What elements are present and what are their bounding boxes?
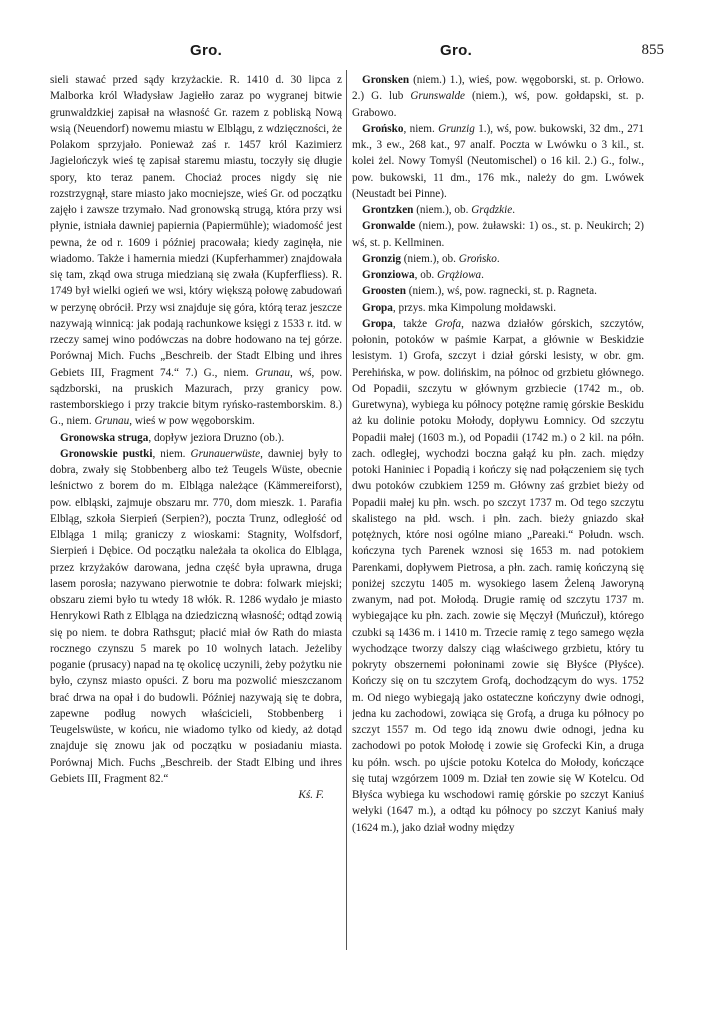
dictionary-entry (352, 121, 644, 202)
entry-body: , dopływ jeziora Druzno (ob.). (148, 431, 285, 444)
entry-body: , także (392, 317, 435, 330)
body-text: sieli stawać przed sądy krzyżackie. R. 1410 d. 30 lipca z Malborka król Władysław Jagiełło zaraz po wygranej bitwie grunwaldzkiej zapisał na własność Gr. razem z pobliską Nową wsią (Neuendorf) nowemu miastu w Elblągu, z wdzięczności, że Polakom sprzyjało. Ponieważ zaś r. 1457 król Kazimierz Jagielończyk wieś tę zapisał staremu miastu, toczyły się długie spory, kto teraz panem. Chociaż proces nigdy się nie rozstrzygnął, stare miasto jako mocniejsze, wieś Gr. od początku zajęło i zawsze trzymało. Nad gronowską strugą, która przy wsi płynie, istniała dawniej papiernia (Papiermühle); wiadomość jest pewna, że od r. 1609 i później pracowała; kiedy zaginęła, nie wiadomo. Także i hamernia miedzi (Kupferhammer) znajdowała się tam, zkąd owa struga miedzianą się zwała (Kupferfliess). R. 1749 był wielki ogień we wsi, który większą połowę zabudowań w perzynę obrócił. Przy wsi znajduje się góra, którą teraz jeszcze nazywają winnicą: jak podają rachunkowe księgi z 1533 r. itd. w rzeczy samej wino podówczas na dobre hodowano na tej górze. Porównaj Mich. Fuchs „Beschreib. der Stadt Elbing und ihres Gebiets III, Fragment 74.“ 7.) G., niem. (50, 74, 342, 379)
entry-headword: Gronziowa (362, 269, 415, 281)
entry-headword: Groosten (362, 285, 406, 298)
column-divider (346, 70, 347, 950)
entry-body: (niem.), pow. żuławski: 1) os., st. p. Neukirch; 2) wś, st. p. Kellminen. (352, 220, 644, 249)
entry-body: . (512, 204, 515, 216)
dictionary-entry (352, 218, 644, 251)
entry-body: , niem. (152, 447, 191, 460)
entry-body: (niem.), wś, pow. gołdapski, st. p. Grabowo. (352, 90, 644, 119)
entry-italic-term: Grunzig (438, 122, 475, 135)
header-left-word: Gro. (190, 42, 223, 59)
entry-headword: Gronwalde (362, 220, 416, 233)
dictionary-entry (352, 316, 644, 836)
entry-headword: Gropa (362, 301, 393, 314)
entry-body: (niem.) 1.), wieś, pow. węgoborski, st. p. Orłowo. 2.) G. lub (352, 74, 644, 103)
continuation-paragraph (50, 72, 342, 430)
entry-italic-term: Grążiowa (437, 269, 482, 281)
left-column (50, 72, 342, 952)
dictionary-entry (50, 430, 342, 446)
page-header (58, 42, 676, 66)
dictionary-entry (352, 251, 644, 267)
entry-body: 1.), wś, pow. bukowski, 32 dm., 271 mk., 3 ew., 268 kat., 97 analf. Poczta w Lwówku o 3 kil., st. kolei żel. Nowy Tomyśl (Neutomischel) o 16 kil. 2.) G., folw., pow. bukowski, 11 dm., 176 mk., należy do gm. Lwówek (Neustadt bei Pinne). (352, 122, 644, 200)
entry-headword: Gronowskie pustki (60, 447, 153, 460)
entry-headword: Grontzken (362, 204, 414, 216)
entry-headword: Gronsken (362, 74, 410, 86)
header-center-word: Gro. (440, 42, 473, 59)
entry-body: (niem.), ob. (413, 204, 472, 216)
entry-italic-term: Grądzkie (471, 204, 513, 216)
entry-headword: Gronzig (362, 252, 401, 265)
dictionary-entry (352, 72, 644, 121)
body-text: , wieś w pow węgoborskim. (129, 415, 255, 428)
entry-body: , nazwa działów górskich, szczytów, połonin, potoków w paśmie Karpat, a głównie w Beskidzie lesistym. 1) Grofa, szczyt i dział górski lesisty, w obr. gm. Perehińska, w pow. dolińskim, na północ od grzbietu głównego. Od Popadii, szczytu w głównym grzbiecie (1742 m., ob. Guretwyna), wybiega ku północy potężne ramię górskie Beskidu aż ku dolinie potoku Mołody, dopływu Łomnicy. Od szczytu Popadii małej (1603 m.), od Popadii (1742 m.) o 2 kil. na półn. zach. odległej, wychodzi boczna gałąź ku płn. zach. między potoki Haniniec i Popadią i kończy się nad połączeniem się tych dwu potoków czubkiem 1259 m. Główny zaś grzbiet bieży od Popadii małej ku płn. wsch. po szczyt 1737 m. Od tego szczytu skalistego na płd. wsch. i płn. zach. bieży gniazdo skał potężnych, które nosi ogólne miano „Pareaki.“ Połudn. wsch. kończyna tych Parenek wznosi się 1653 m. nad potokiem Parenkami, dopływem Pietrosa, a płn. zach. ramię kończyną się poniżej szczytu 1405 m. wysokiego lasem Żeleną Jaworyną zwanym, nad pot. Mołodą. Drugie ramię od szczytu 1737 m. wybiegające ku płn. zach. zowie się Męczył (Muńczuł), którego czubki są 1436 m. i 1410 m. Trzecie ramię z tego samego węzła wychodzące tworzy dalszy ciąg właściwego grzbietu, który tu pokryty obszernemi połoninami zowie się Błyśce (Płyśce). Kończy się on tu szczytem Grofą, dochodzącym do wys. 1752 m. Od niego wybiegają jako ostateczne kończyny dwie odnogi, jedna ku zachodowi, zowiąca się Grofą, a druga ku północy po szczyt 1557 m. Od tego idą znowu dwie odnogi, jedna ku zachodowi po potok Mołodę i zowie się Grofecki Kin, a druga ku półn. wsch. po ujście potoku Kotelca do Mołody, kończące się tutaj wzgórzem 1009 m. Dział ten zowie się W Kotelcu. Od Błyśca wybiega ku wschodowi ramię górskie po szczyt Kaniuś wełyki (1647 m.), a odtąd ku północy po szczyt Kaniuś mały (1624 m.), jako dział wodny między (352, 317, 644, 834)
entry-italic-term: Grunauerwüste (190, 447, 261, 460)
entry-headword: Gronowska struga (60, 431, 149, 444)
entry-headword: Gropa (362, 317, 393, 330)
dictionary-entry (352, 202, 644, 218)
entry-body: . (481, 269, 484, 281)
entry-body: , niem. (403, 122, 439, 135)
dictionary-entry (352, 300, 644, 316)
dictionary-entry (352, 283, 644, 299)
entry-body: . (496, 252, 500, 265)
entry-italic-term: Grunswalde (410, 90, 466, 103)
italic-term: Grunau (255, 366, 290, 379)
entry-body: , ob. (414, 269, 437, 281)
body-text: , wś, pow. sądzborski, na pruskich Mazurach, przy granicy pow. rastemborskiego i przy trakcie bitym ryńsko-rastemborskim. 8.) G., niem. (50, 366, 342, 428)
page-number: 855 (641, 42, 664, 58)
entry-body: (niem.), ob. (400, 252, 459, 265)
entry-body: (niem.), wś, pow. ragnecki, st. p. Ragneta. (405, 285, 597, 298)
entry-headword: Grońsko (362, 122, 404, 135)
right-column (352, 72, 644, 952)
dictionary-entry (50, 446, 342, 804)
entry-body: , przys. mka Kimpolung mołdawski. (392, 301, 557, 314)
entry-italic-term: Grońsko (458, 252, 497, 265)
dictionary-entry (352, 267, 644, 283)
italic-term: Grunau (94, 415, 130, 428)
author-signature: Kś. F. (298, 789, 324, 801)
entry-body: , dawniej były to dobra, zwały się Stobbenberg albo też Teugels Wüste, obecnie leśnictwo z borem do m. Elbląga należące (Kämmereiforst), pow. elbląski, zajmuje obszaru mr. 770, dom mieszk. 1. Parafia Elbląg, szkoła Sierpień (Serpien?), poczta Trunz, odległość od Elbląga 1 milą; graniczy z wioskami: Stagnity, Wolfsdorf, Sierpień i Dębice. Od początku należała ta okolica do Elbląga, przez krzyżaków darowana, jedna część była uprawna, druga lasem porosła; nazywano pierwotnie te dobra: folwark miejski; obszaru ziemi było tu wtedy 18 włók. R. 1286 wydało je miasto Henrykowi Rath z Elbląga na dziedziczną własność; odtąd zowią się po niem. te dobra Rathsgut; płacić miał ów Rath do miasta rocznego czynszu 5 marek po 10 wolnych latach. Jeżeliby poganie (prusacy) napad na tę okolicę uczynili, żeby pożytku nie było, czynsz miasto opuści. Z boru ma pozwolić mieszczanom brać drwa na opał i do budowli. Później nazywają się te dobra, zapewne podług nowych właścicieli, Stobbenberg i Teugelswüste, w końcu, nie wiadomo tylko od kiedy, aż dotąd znajduje się znowu jak od początku w posiadaniu miasta. Porównaj Mich. Fuchs „Beschreib. der Stadt Elbing und ihres Gebiets III, Fragment 82.“ (50, 447, 342, 785)
entry-italic-term: Grofa (434, 317, 462, 330)
